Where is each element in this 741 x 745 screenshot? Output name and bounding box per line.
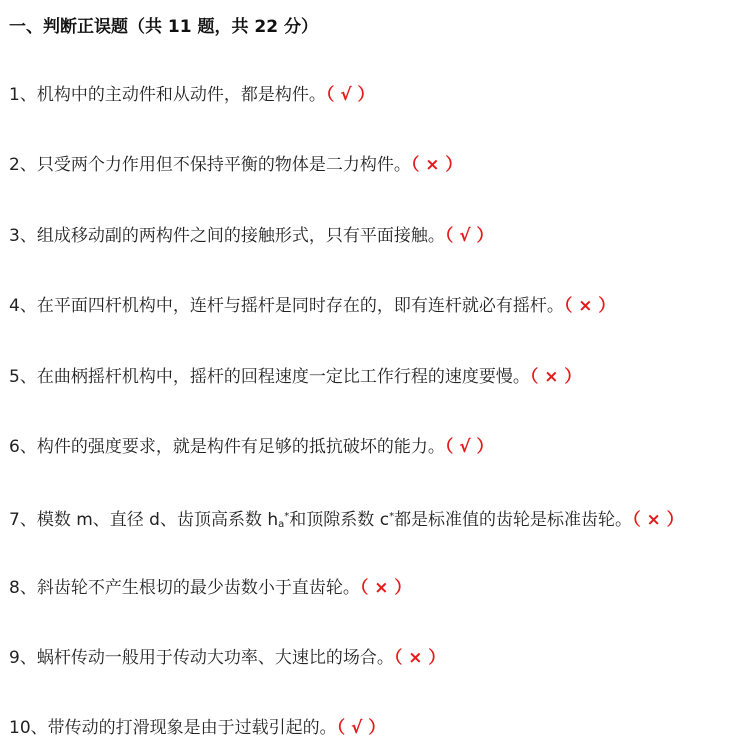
- question-3: [9, 224, 494, 248]
- answer-mark: （ × ）: [563, 296, 616, 316]
- question-5: [9, 365, 581, 389]
- superscript: *: [284, 511, 290, 522]
- question-1: [9, 83, 375, 107]
- answer-mark: （ × ）: [393, 648, 446, 668]
- question-text: 6、构件的强度要求，就是构件有足够的抵抗破坏的能力。: [9, 437, 445, 457]
- answer-mark: （ √ ）: [444, 437, 494, 457]
- question-text: 9、蜗杆传动一般用于传动大功率、大速比的场合。: [9, 648, 394, 668]
- question-6: [9, 435, 494, 459]
- question-4: [9, 294, 615, 318]
- superscript: *: [389, 511, 395, 522]
- answer-mark: （ × ）: [410, 155, 463, 175]
- subscript: a: [278, 519, 285, 530]
- question-8: [9, 576, 411, 600]
- question-text: [9, 510, 632, 530]
- question-text: 8、斜齿轮不产生根切的最少齿数小于直齿轮。: [9, 578, 360, 598]
- question-text: 2、只受两个力作用但不保持平衡的物体是二力构件。: [9, 155, 411, 175]
- question-2: [9, 153, 462, 177]
- answer-mark: （ × ）: [529, 367, 582, 387]
- question-text: 3、组成移动副的两构件之间的接触形式，只有平面接触。: [9, 226, 445, 246]
- answer-mark: （ × ）: [632, 510, 684, 530]
- question-7: [9, 505, 684, 537]
- section-heading: 一、判断正误题（共 11 题，共 22 分）: [9, 17, 318, 37]
- question-text: 5、在曲柄摇杆机构中，摇杆的回程速度一定比工作行程的速度要慢。: [9, 367, 530, 387]
- text-segment: 都是标准值的齿轮是标准齿轮。: [394, 510, 633, 530]
- answer-mark: （ × ）: [359, 578, 412, 598]
- answer-mark: （ √ ）: [336, 718, 386, 738]
- question-text: 10、带传动的打滑现象是由于过载引起的。: [9, 718, 337, 738]
- answer-mark: （ √ ）: [325, 85, 375, 105]
- question-text: 1、机构中的主动件和从动件，都是构件。: [9, 85, 326, 105]
- question-9: [9, 646, 445, 670]
- question-text: 4、在平面四杆机构中，连杆与摇杆是同时存在的，即有连杆就必有摇杆。: [9, 296, 564, 316]
- question-10: [9, 716, 385, 740]
- text-segment: 7、模数 m、直径 d、齿顶高系数 h: [9, 510, 279, 530]
- answer-mark: （ √ ）: [444, 226, 494, 246]
- text-segment: 和顶隙系数 c: [289, 510, 390, 530]
